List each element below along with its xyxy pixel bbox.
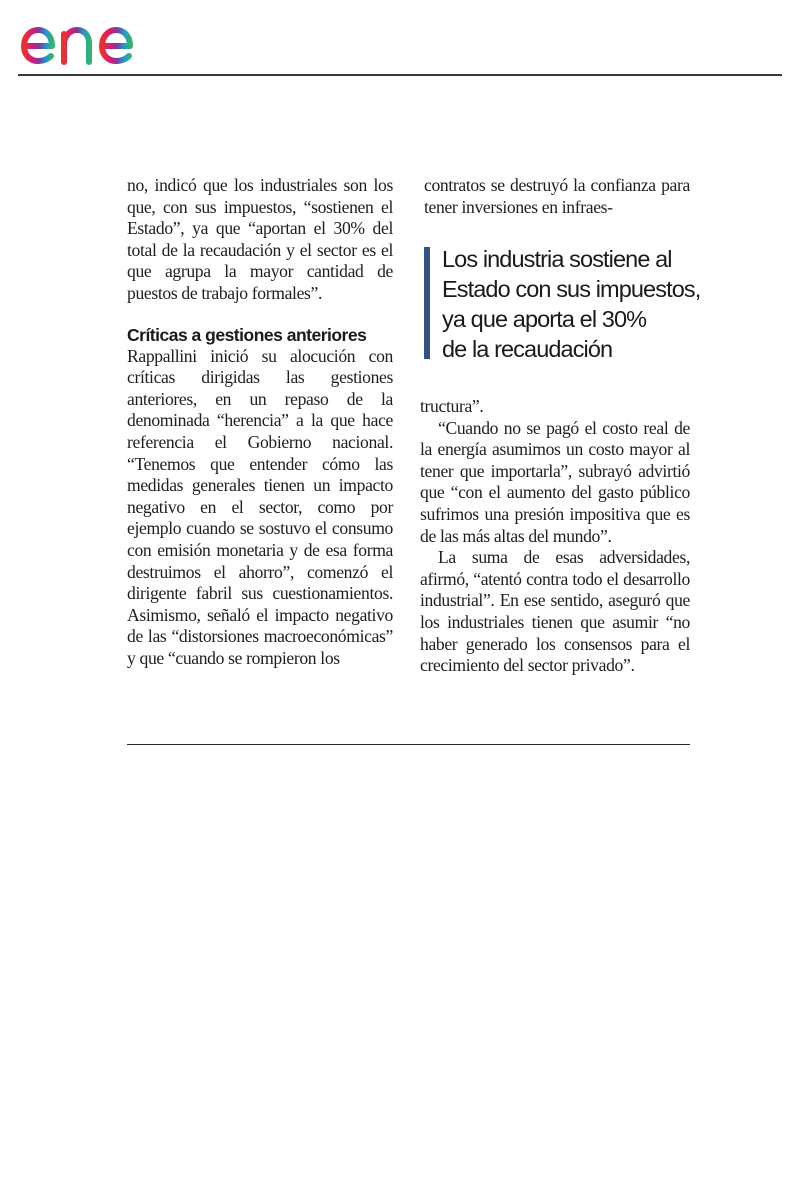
pull-quote-text: Los industria sostiene al Estado con sus impuestos, ya que aporta el 30% de la recaudación: [442, 246, 701, 362]
footer-rule: [127, 744, 690, 745]
pull-quote-bar: [424, 247, 430, 359]
logo-text: enel: [18, 6, 20, 7]
paragraph: no, indicó que los industriales son los que, con sus impuestos, “sostienen el Estado”, ya que “aportan el 30% del total de la recaudación y el sector es el que agrupa la mayor cantidad de puestos de trabajo formales”.: [127, 175, 393, 303]
paragraph: “Cuando no se pagó el costo real de la energía asumimos un costo mayor al tener que importarla”, subrayó advirtió que “con el aumento del gasto público sufrimos una presión impositiva que es de las más altas del mundo”.: [420, 417, 690, 546]
pull-quote: [424, 244, 704, 362]
paragraph: contratos se destruyó la confianza para tener inversiones en infraes-: [424, 175, 690, 217]
article-column-right-top: [424, 175, 690, 218]
section-heading: Críticas a gestiones anteriores: [127, 324, 367, 345]
article-column-right: [420, 396, 690, 677]
header-rule: [18, 74, 782, 76]
enel-logo: [18, 6, 168, 68]
article-column-left: [127, 175, 393, 669]
paragraph: tructura”.: [420, 396, 484, 416]
paragraph: La suma de esas adversidades, afirmó, “atentó contra todo el desarrollo industrial”. En ese sentido, aseguró que los industriales tienen que asumir “no haber generado los consensos para el crecimiento del sector privado”.: [420, 547, 690, 676]
paragraph: Rappallini inició su alocución con críticas dirigidas las gestiones anteriores, en un repaso de la denominada “herencia” a la que hace referencia el Gobierno nacional. “Tenemos que entender cómo las medidas generales tienen un impacto negativo en el sector, como por ejemplo cuando se sostuvo el consumo con emisión monetaria y de esa forma destruimos el ahorro”, comenzó el dirigente fabril sus cuestionamientos. Asimismo, señaló el impacto negativo de las “distorsiones macroeconómicas” y que “cuando se rompieron los: [127, 345, 393, 668]
